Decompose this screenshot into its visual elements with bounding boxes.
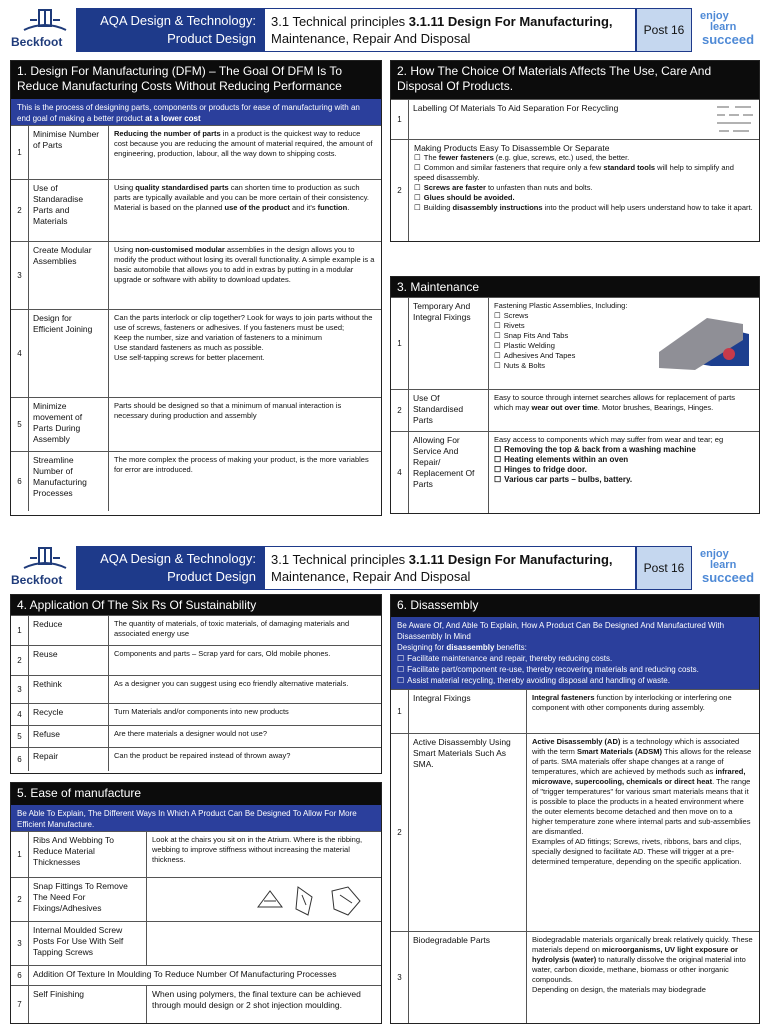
table-row: 1 Integral Fixings Integral fasteners function by interlocking or interfering one component with other components during assembly. [391,689,759,733]
post16-badge: Post 16 [636,8,692,52]
post16-badge: Post 16 [636,546,692,590]
section-title: 4. Application Of The Six Rs Of Sustainability [11,595,381,615]
logo-text: Beckfoot [11,573,63,587]
section-title: 5. Ease of manufacture [11,783,381,805]
table-row: 3 Rethink As a designer you can suggest using eco friendly alternative materials. [11,675,381,703]
table-row: 6 Streamline Number of Manufacturing Processes The more complex the process of making your product, is the more variables for error are introduced. [11,451,381,511]
section-dfm [10,60,382,516]
table-row: 1 Temporary And Integral Fixings Fastening Plastic Assemblies, Including: ☐ Screws ☐ Rivets ☐ Snap Fits And Tabs ☐ Plastic Welding ☐ Adhesives And Tapes ☐ Nuts & Bolts [391,297,759,389]
section-intro: Be Able To Explain, The Different Ways In Which A Product Can Be Designed To Allow For More Efficient Manufacture. [11,805,381,831]
section-title: 3. Maintenance [391,277,759,297]
table-row: 5 Minimize movement of Parts During Assembly Parts should be designed so that a minimum of manual interaction is necessary during production and assembly [11,397,381,451]
table-row: 6 Repair Can the product be repaired instead of thrown away? [11,747,381,771]
table-row: 2 Use of Standaradise Parts and Materials Using quality standardised parts can shorten time to production as such parts are typically available and you can be more certain of their consistency. Material is based on the planned use of the product and it's function. [11,179,381,241]
section-intro: Be Aware Of, And Able To Explain, How A Product Can Be Designed And Manufactured With Disassembly In Mind Designing for disassembly benefits: ☐ Facilitate maintenance and repair, thereby reducing costs. ☐ Facilitate part/component re-use, thereby recovering materials and reducing costs. ☐ Assist material recycling, thereby avoiding disposal and handling of waste. [391,617,759,689]
crest-icon [20,546,70,572]
page-2 [0,538,768,1024]
section-title: 1. Design For Manufacturing (DFM) – The Goal Of DFM Is To Reduce Manufacturing Costs Without Reducing Performance [11,61,381,99]
section-intro: This is the process of designing parts, components or products for ease of manufacturing with an end goal of making a better product at a lower cost [11,99,381,125]
beckfoot-logo [8,8,78,52]
table-row: 4 Design for Efficient Joining Can the parts interlock or clip together? Look for ways to join parts without the use of screws, fasteners or adhesives. If you fasteners must be used; Keep the number, size and variation of fasteners to a minimum Use standard fasteners as much as possible. Use self-tapping screws for better placement. [11,309,381,397]
table-row: 2 Reuse Components and parts – Scrap yard for cars, Old mobile phones. [11,645,381,675]
table-row: 4 Allowing For Service And Repair/ Replacement Of Parts Easy access to components which may suffer from wear and tear; eg ☐ Removing the top & back from a washing machine ☐ Heating elements within an oven ☐ Hinges to fridge door. ☐ Various car parts – bulbs, battery. [391,431,759,513]
table-row: 2 Snap Fittings To Remove The Need For Fixings/Adhesives [11,877,381,921]
logo-text: Beckfoot [11,35,63,49]
snap-fitting-diagram [252,881,372,919]
section-six-rs [10,594,382,774]
table-row: 1 Reduce The quantity of materials, of toxic materials, of damaging materials and associated energy use [11,615,381,645]
table-row: 2 Active Disassembly Using Smart Materials Such As SMA. Active Disassembly (AD) is a technology which is associated with the term Smart Materials (ADSM) This allows for the release of parts. SMA materials offer shape changes at a range of temperatures, which are achieved by methods such as infrared, microwave, supercooling, chemicals or direct heat. The range of "trigger temperatures" for various smart materials means that it is possible to place the products in a heated environment where the outer elements become detached and then move on to a higher temperature zone where internal parts and sub-assemblies are dismantled. Examples of AD fittings; Screws, rivets, ribbons, bars and clips, specially designed to facilitate AD. These will trigger at a pre-determined temperature, depending on the specific application. [391,733,759,931]
course-title: AQA Design & Technology: Product Design [76,8,264,52]
table-row: 1 Minimise Number of Parts Reducing the number of parts in a product is the quickest way to reduce cost because you are reducing the amount of material required, the amount of engineering, production, labour, all the way down to shipping costs. [11,125,381,179]
page-header [8,8,758,52]
motto: enjoy learn succeed [700,548,755,585]
table-row: 6 Addition Of Texture In Moulding To Reduce Number Of Manufacturing Processes [11,965,381,985]
section-disassembly [390,594,760,1024]
section-maintenance [390,276,760,514]
table-row: 2 Use Of Standardised Parts Easy to source through internet searches allows for replacement of parts which may wear out over time. Motor brushes, Bearings, Hinges. [391,389,759,431]
recycling-labels-icon [715,103,755,135]
table-row: 3 Biodegradable Parts Biodegradable materials organically break relatively quickly. These materials depend on microorganisms, UV light exposure or hydrolysis (water) to naturally dissolve the original material into water, carbon dioxide, methane, biomass or other inorganic compounds. Depending on design, the materials may biodegrade [391,931,759,1023]
table-row: 3 Internal Moulded Screw Posts For Use With Self Tapping Screws [11,921,381,965]
table-row: 7 Self Finishing When using polymers, the final texture can be achieved through mould design or 2 shot injection moulding. [11,985,381,1023]
course-title: AQA Design & Technology: Product Design [76,546,264,590]
snap-fit-clip-image [655,312,755,372]
table-row: 5 Refuse Are there materials a designer would not use? [11,725,381,747]
beckfoot-logo [8,546,78,590]
table-row: 1 Labelling Of Materials To Aid Separation For Recycling [391,99,759,139]
table-row: 1 Ribs And Webbing To Reduce Material Thicknesses Look at the chairs you sit on in the Atrium. Where is the ribbing, webbing to improve stiffness without increasing the material thickness. [11,831,381,877]
table-row: 4 Recycle Turn Materials and/or components into new products [11,703,381,725]
motto: enjoy learn succeed [700,10,755,47]
crest-icon [20,8,70,34]
page-header [8,546,758,590]
section-materials [390,60,760,242]
topic-title: 3.1 Technical principles 3.1.11 Design For Manufacturing, Maintenance, Repair And Disposal [264,8,636,52]
table-row: 3 Create Modular Assemblies Using non-customised modular assemblies in the design allows you to modify the product without losing its overall functionality. A simple example is a basic automobile that allows you to add in extras by putting in a modular upgrade or software with ability to download updates. [11,241,381,309]
section-ease-of-manufacture [10,782,382,1024]
section-title: 2. How The Choice Of Materials Affects The Use, Care And Disposal Of Products. [391,61,759,99]
section-title: 6. Disassembly [391,595,759,617]
topic-title: 3.1 Technical principles 3.1.11 Design For Manufacturing, Maintenance, Repair And Disposal [264,546,636,590]
table-row: 2 Making Products Easy To Disassemble Or Separate ☐ The fewer fasteners (e.g. glue, screws, etc.) used, the better. ☐ Common and similar fasteners that require only a few standard tools will help to simplify and speed disassembly. ☐ Screws are faster to unfasten than nuts and bolts. ☐ Glues should be avoided. ☐ Building disassembly instructions into the product will help users understand how to take it apart. [391,139,759,241]
